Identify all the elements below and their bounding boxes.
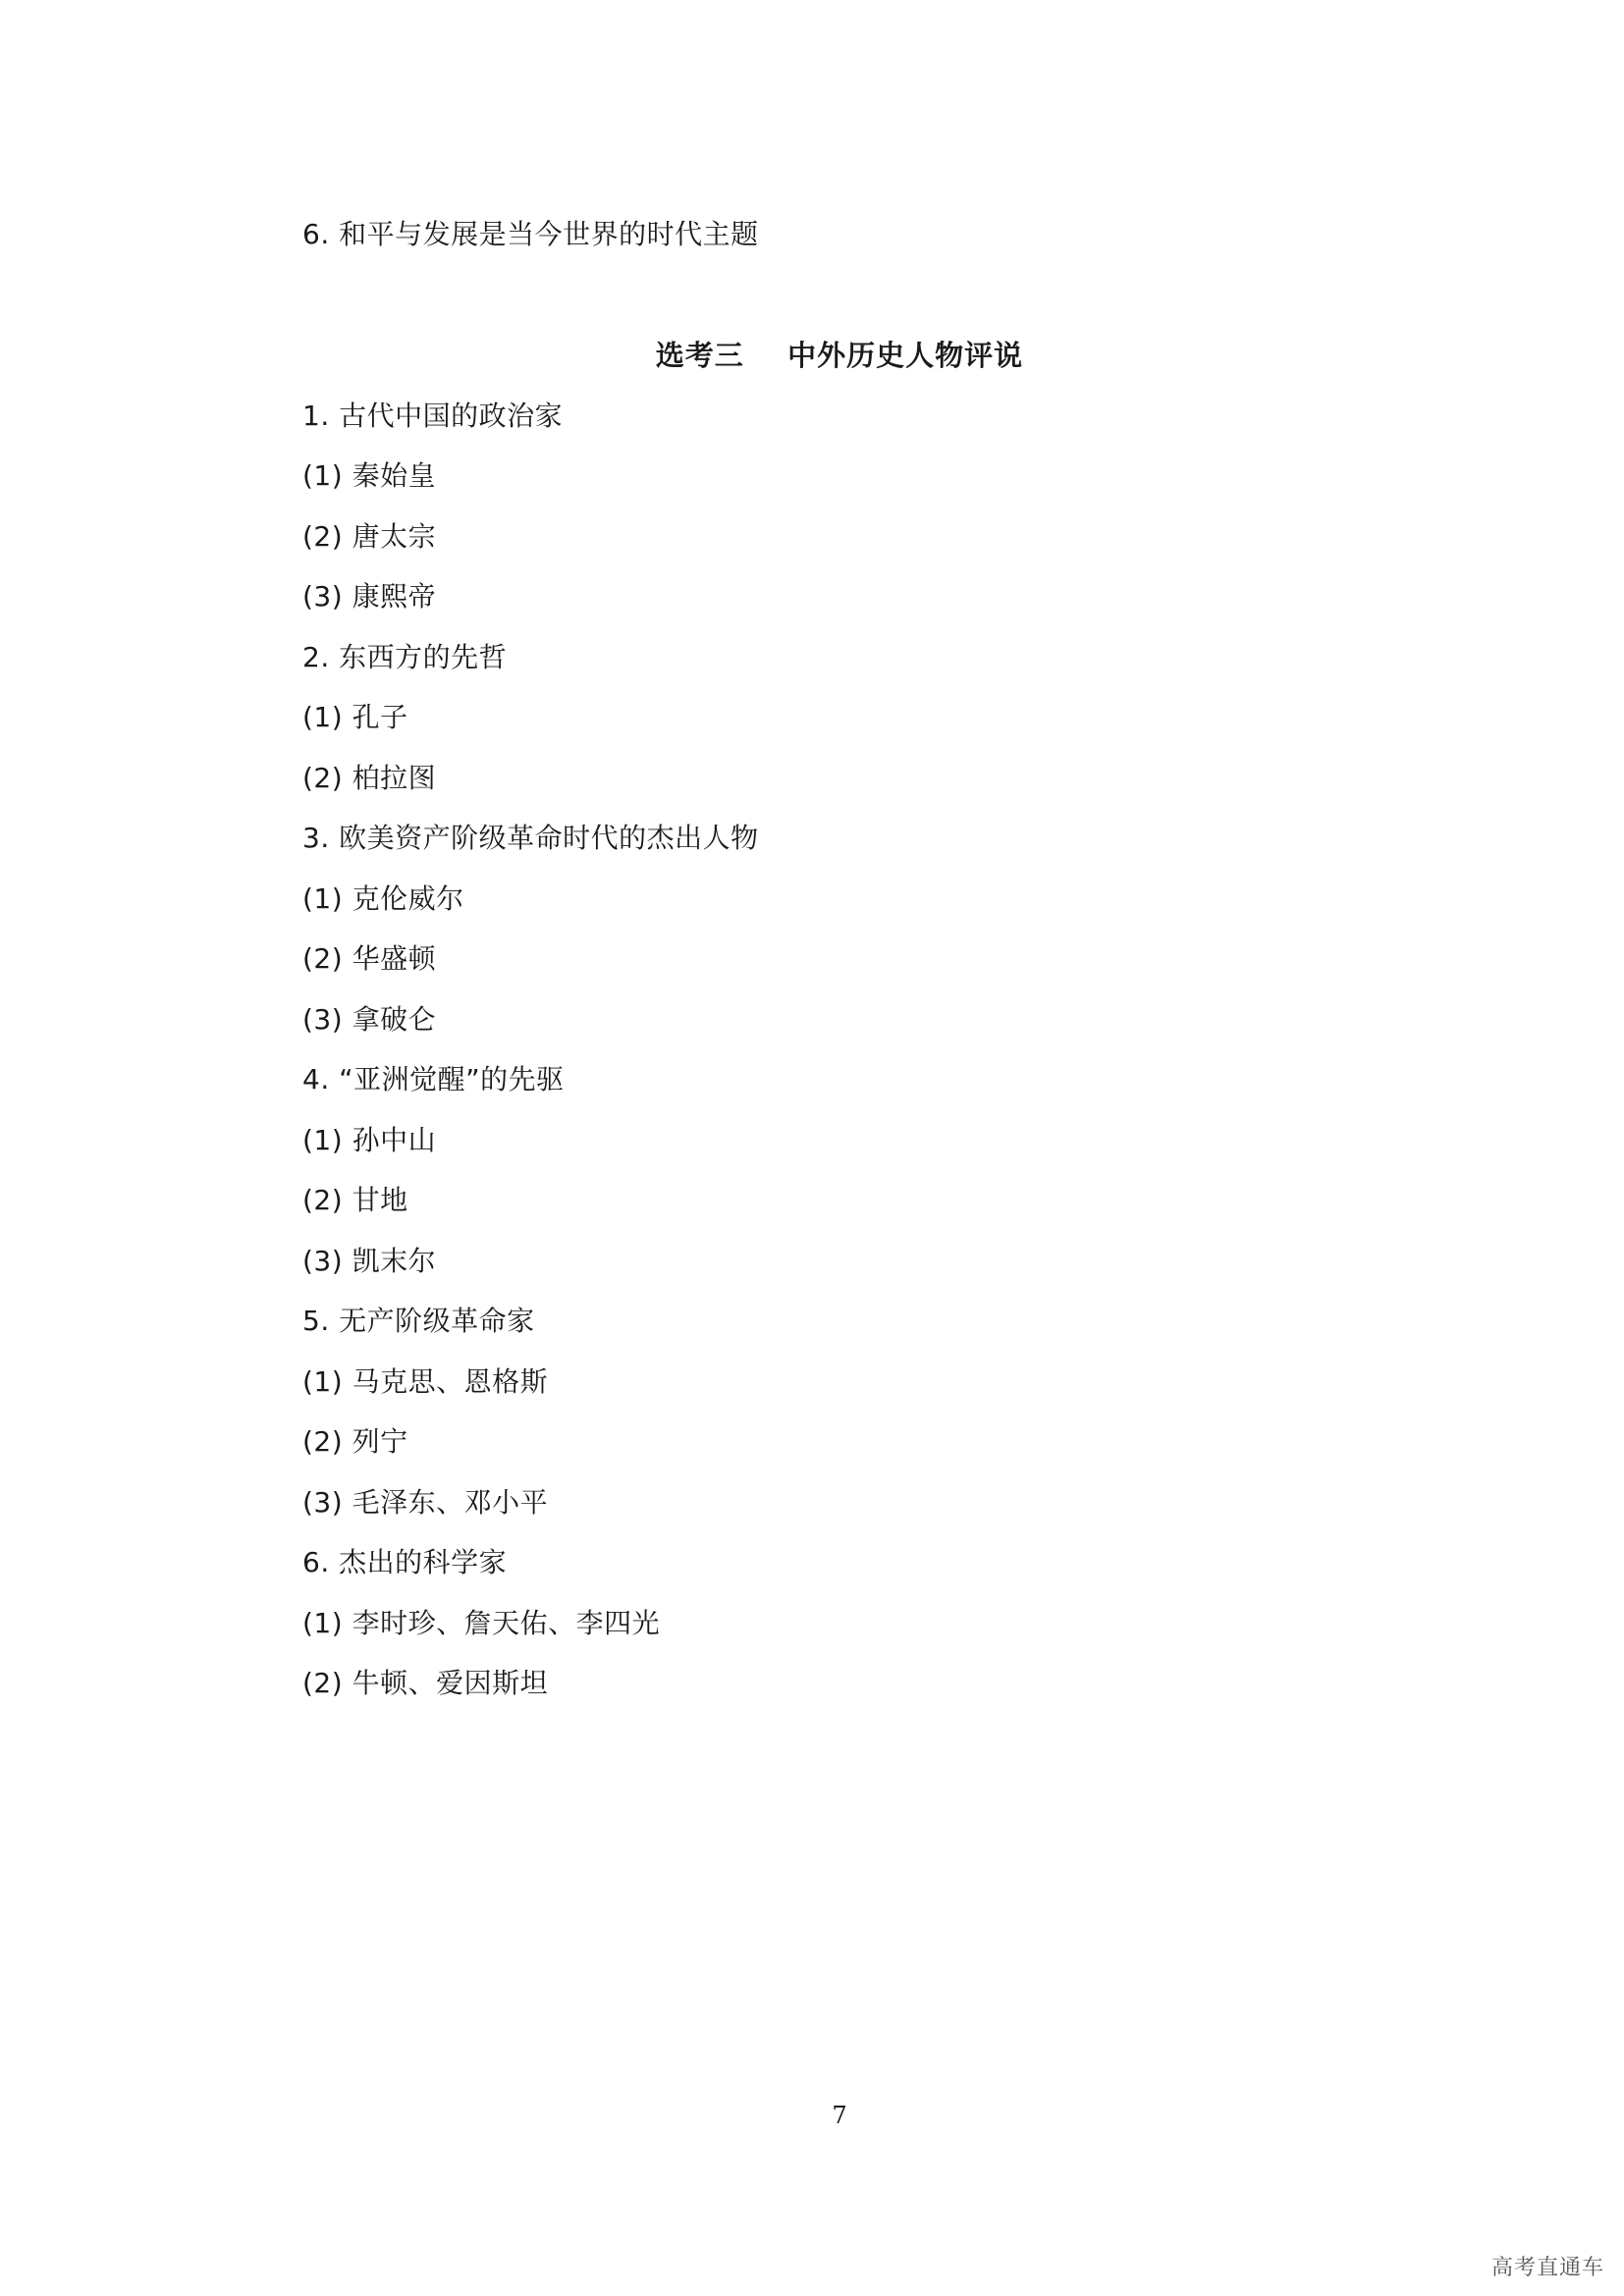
list-item: (3) 拿破仑 bbox=[302, 1003, 437, 1036]
list-item: (1) 克伦威尔 bbox=[302, 882, 464, 915]
previous-section-item: 6. 和平与发展是当今世界的时代主题 bbox=[302, 218, 759, 250]
list-item: (2) 甘地 bbox=[302, 1184, 408, 1216]
topic-heading: 5. 无产阶级革命家 bbox=[302, 1305, 535, 1337]
list-item: (2) 列宁 bbox=[302, 1425, 408, 1458]
topic-heading: 2. 东西方的先哲 bbox=[302, 641, 508, 673]
list-item: (1) 秦始皇 bbox=[302, 459, 437, 492]
topic-heading: 4. “亚洲觉醒”的先驱 bbox=[302, 1063, 565, 1095]
list-item: (1) 孙中山 bbox=[302, 1124, 437, 1156]
list-item: (1) 马克思、恩格斯 bbox=[302, 1365, 549, 1398]
list-item: (2) 柏拉图 bbox=[302, 762, 437, 794]
topic-heading: 1. 古代中国的政治家 bbox=[302, 400, 564, 432]
list-item: (3) 凯末尔 bbox=[302, 1245, 437, 1277]
list-item: (3) 毛泽东、邓小平 bbox=[302, 1486, 549, 1519]
list-item: (2) 牛顿、爱因斯坦 bbox=[302, 1667, 549, 1699]
list-item: (1) 孔子 bbox=[302, 701, 408, 733]
topic-heading: 3. 欧美资产阶级革命时代的杰出人物 bbox=[302, 822, 759, 854]
list-item: (3) 康熙帝 bbox=[302, 580, 437, 613]
watermark: 高考直通车 bbox=[1490, 2256, 1604, 2280]
topic-heading: 6. 杰出的科学家 bbox=[302, 1546, 508, 1578]
page-number: 7 bbox=[832, 2102, 847, 2129]
list-item: (2) 华盛顿 bbox=[302, 942, 437, 975]
list-item: (1) 李时珍、詹天佑、李四光 bbox=[302, 1607, 661, 1639]
list-item: (2) 唐太宗 bbox=[302, 520, 437, 553]
section-title: 选考三 中外历史人物评说 bbox=[655, 339, 1024, 372]
